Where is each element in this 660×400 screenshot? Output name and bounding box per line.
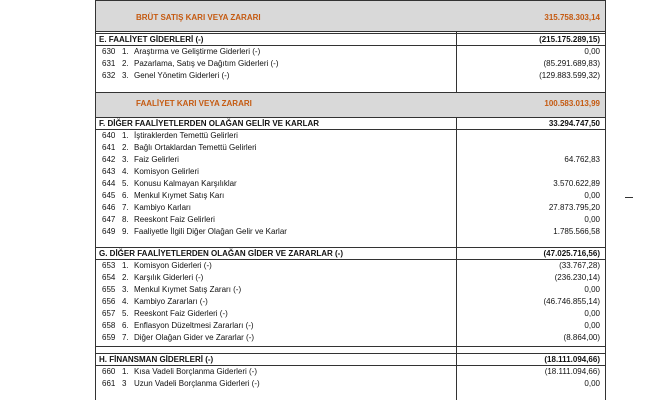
table-row: [96, 332, 605, 343]
account-code: 661: [102, 379, 116, 388]
item-number: 5.: [122, 309, 129, 318]
table-row: [96, 46, 605, 57]
account-code: 642: [102, 155, 116, 164]
account-code: 645: [102, 191, 116, 200]
item-number: 6.: [122, 321, 129, 330]
table-row: [96, 154, 605, 165]
table-row: [96, 142, 605, 153]
item-number: 7.: [122, 333, 129, 342]
table-row: [96, 272, 605, 283]
item-amount: 27.873.795,20: [548, 203, 600, 212]
account-code: 653: [102, 261, 116, 270]
item-label: Komisyon Gelirleri: [134, 167, 199, 176]
table-row: [96, 214, 605, 225]
table-row: [96, 308, 605, 319]
table-row: [96, 178, 605, 189]
section-h-amount: (18.111.094,66): [544, 355, 600, 364]
item-number: 7.: [122, 203, 129, 212]
operating-profit-label: FAALİYET KARI VEYA ZARARI: [136, 99, 252, 108]
item-number: 3: [122, 379, 127, 388]
gross-profit-amount: 315.758.303,14: [544, 13, 600, 22]
account-code: 659: [102, 333, 116, 342]
item-number: 4.: [122, 167, 129, 176]
table-row: [96, 190, 605, 201]
table-row: [96, 166, 605, 177]
section-e-header: [96, 33, 605, 46]
item-amount: 0,00: [584, 191, 600, 200]
item-amount: (8.864,00): [563, 333, 600, 342]
table-row: [96, 58, 605, 69]
item-amount: (46.746.855,14): [543, 297, 600, 306]
account-code: 632: [102, 71, 116, 80]
item-amount: 0,00: [584, 47, 600, 56]
margin-dash: [625, 197, 633, 198]
operating-profit-band: [96, 92, 605, 118]
item-amount: 0,00: [584, 321, 600, 330]
item-amount: (236.230,14): [554, 273, 600, 282]
account-code: 630: [102, 47, 116, 56]
item-amount: 1.785.566,58: [553, 227, 600, 236]
item-number: 4.: [122, 297, 129, 306]
item-number: 2.: [122, 143, 129, 152]
divider: [96, 346, 605, 347]
item-amount: (129.883.599,32): [539, 71, 600, 80]
item-label: Komisyon Giderleri (-): [134, 261, 212, 270]
item-label: Kısa Vadeli Borçlanma Giderleri (-): [134, 367, 258, 376]
item-amount: 64.762,83: [564, 155, 600, 164]
item-amount: 3.570.622,89: [553, 179, 600, 188]
item-amount: 0,00: [584, 215, 600, 224]
item-number: 3.: [122, 71, 129, 80]
account-code: 660: [102, 367, 116, 376]
table-row: [96, 70, 605, 81]
section-g-title: G. DİĞER FAALİYETLERDEN OLAĞAN GİDER VE ZARARLAR (-): [99, 249, 343, 258]
account-code: 655: [102, 285, 116, 294]
section-f-amount: 33.294.747,50: [548, 119, 600, 128]
item-number: 9.: [122, 227, 129, 236]
item-label: Faaliyetle İlgili Diğer Olağan Gelir ve Karlar: [134, 227, 287, 236]
account-code: 649: [102, 227, 116, 236]
section-e-amount: (215.175.289,15): [539, 35, 600, 44]
item-amount: (85.291.689,83): [543, 59, 600, 68]
item-number: 6.: [122, 191, 129, 200]
account-code: 644: [102, 179, 116, 188]
account-code: 657: [102, 309, 116, 318]
item-label: Menkul Kıymet Satış Karı: [134, 191, 225, 200]
gross-profit-band: [96, 0, 605, 32]
section-h-title: H. FİNANSMAN GİDERLERİ (-): [99, 355, 214, 364]
item-number: 2.: [122, 273, 129, 282]
item-label: Genel Yönetim Giderleri (-): [134, 71, 230, 80]
item-label: Bağlı Ortaklardan Temettü Gelirleri: [134, 143, 257, 152]
item-number: 1.: [122, 261, 129, 270]
account-code: 640: [102, 131, 116, 140]
account-code: 646: [102, 203, 116, 212]
table-row: [96, 260, 605, 271]
item-label: Diğer Olağan Gider ve Zararlar (-): [134, 333, 255, 342]
account-code: 641: [102, 143, 116, 152]
item-number: 1.: [122, 367, 129, 376]
item-number: 8.: [122, 215, 129, 224]
item-number: 1.: [122, 47, 129, 56]
item-label: Kambiyo Karları: [134, 203, 191, 212]
item-number: 3.: [122, 285, 129, 294]
section-f-title: F. DİĞER FAALİYETLERDEN OLAĞAN GELİR VE KARLAR: [99, 119, 320, 128]
item-label: Faiz Gelirleri: [134, 155, 179, 164]
table-row: [96, 284, 605, 295]
table-row: [96, 320, 605, 331]
item-amount: 0,00: [584, 309, 600, 318]
item-number: 1.: [122, 131, 129, 140]
section-h-header: [96, 353, 605, 366]
item-label: İştiraklerden Temettü Gelirleri: [134, 131, 238, 140]
section-e-title: E. FAALİYET GİDERLERİ (-): [99, 35, 204, 44]
item-number: 3.: [122, 155, 129, 164]
item-amount: 0,00: [584, 285, 600, 294]
table-row: [96, 296, 605, 307]
gross-profit-label: BRÜT SATIŞ KARI VEYA ZARARI: [136, 13, 261, 22]
item-amount: (33.767,28): [559, 261, 600, 270]
account-code: 631: [102, 59, 116, 68]
table-row: [96, 202, 605, 213]
item-label: Karşılık Giderleri (-): [134, 273, 204, 282]
item-label: Pazarlama, Satış ve Dağıtım Giderleri (-): [134, 59, 279, 68]
account-code: 643: [102, 167, 116, 176]
income-statement-sheet: [95, 0, 606, 400]
account-code: 656: [102, 297, 116, 306]
table-row: [96, 378, 605, 389]
item-label: Menkul Kıymet Satış Zararı (-): [134, 285, 242, 294]
section-f-header: [96, 117, 605, 130]
table-row: [96, 130, 605, 141]
item-number: 5.: [122, 179, 129, 188]
item-amount: (18.111.094,66): [544, 367, 600, 376]
item-label: Kambiyo Zararları (-): [134, 297, 208, 306]
table-row: [96, 226, 605, 237]
item-amount: 0,00: [584, 379, 600, 388]
item-label: Reeskont Faiz Gelirleri: [134, 215, 215, 224]
item-label: Reeskont Faiz Giderleri (-): [134, 309, 228, 318]
account-code: 647: [102, 215, 116, 224]
section-g-amount: (47.025.716,56): [543, 249, 600, 258]
item-label: Uzun Vadeli Borçlanma Giderleri (-): [134, 379, 260, 388]
item-label: Araştırma ve Geliştirme Giderleri (-): [134, 47, 261, 56]
section-g-header: [96, 247, 605, 260]
item-label: Konusu Kalmayan Karşılıklar: [134, 179, 237, 188]
account-code: 658: [102, 321, 116, 330]
item-label: Enflasyon Düzeltmesi Zararları (-): [134, 321, 254, 330]
item-number: 2.: [122, 59, 129, 68]
table-row: [96, 366, 605, 377]
operating-profit-amount: 100.583.013,99: [544, 99, 600, 108]
account-code: 654: [102, 273, 116, 282]
